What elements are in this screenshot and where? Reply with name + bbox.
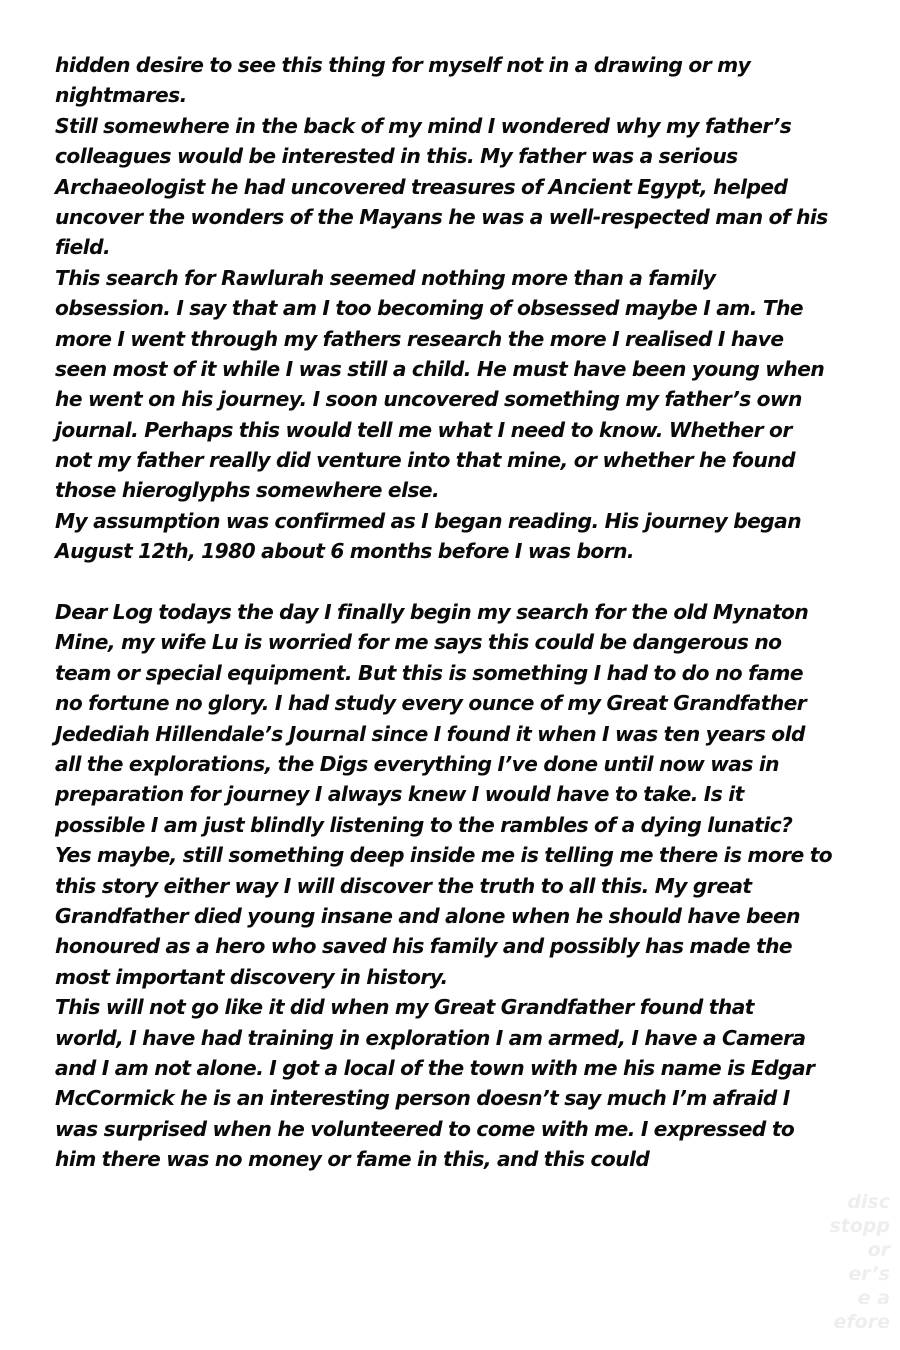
text-line: journal. Perhaps this would tell me what I need to know. Whether or	[55, 417, 792, 442]
text-line: colleagues would be interested in this. My father was a serious	[55, 144, 738, 169]
text-line: him there was no money or fame in this, and this could	[55, 1147, 650, 1172]
paragraph-rawlurah-search	[55, 263, 855, 506]
paragraph-spacer	[55, 567, 855, 597]
text-line: those hieroglyphs somewhere else.	[55, 478, 440, 503]
text-line: Grandfather died young insane and alone when he should have been	[55, 903, 800, 928]
text-line: Archaeologist he had uncovered treasures of Ancient Egypt, helped	[55, 174, 788, 199]
text-line: obsession. I say that am I too becoming of obsessed maybe I am. The	[55, 296, 804, 321]
text-line: team or special equipment. But this is something I had to do no fame	[55, 660, 804, 685]
text-line: preparation for journey I always knew I would have to take. Is it	[55, 782, 744, 807]
bleed-through-text: disc	[847, 1191, 890, 1213]
paragraph-father-colleagues	[55, 111, 855, 263]
text-line: seen most of it while I was still a child. He must have been young when	[55, 356, 825, 381]
text-line: most important discovery in history.	[55, 964, 448, 989]
text-line: all the explorations, the Digs everything I’ve done until now was in	[55, 751, 780, 776]
text-line: nightmares.	[55, 83, 187, 108]
bleed-through-text: stopp	[829, 1215, 890, 1237]
text-line: Yes maybe, still something deep inside me is telling me there is more to	[55, 843, 833, 868]
text-line: more I went through my fathers research the more I realised I have	[55, 326, 784, 351]
text-line: Dear Log todays the day I finally begin my search for the old Mynaton	[55, 600, 809, 625]
text-line: no fortune no glory. I had study every ounce of my Great Grandfather	[55, 691, 807, 716]
bleed-through-text: er’s	[848, 1263, 890, 1285]
text-line: Mine, my wife Lu is worried for me says this could be dangerous no	[55, 630, 782, 655]
paragraph-hidden-desire	[55, 50, 855, 111]
text-line: and I am not alone. I got a local of the town with me his name is Edgar	[55, 1055, 815, 1080]
text-line: possible I am just blindly listening to the rambles of a dying lunatic?	[55, 812, 793, 837]
text-line: Jedediah Hillendale’s Journal since I found it when I was ten years old	[55, 721, 805, 746]
text-line: uncover the wonders of the Mayans he was a well-respected man of his	[55, 204, 828, 229]
text-line: August 12th, 1980 about 6 months before I was born.	[55, 539, 635, 564]
text-line: honoured as a hero who saved his family and possibly has made the	[55, 934, 793, 959]
text-line: hidden desire to see this thing for myself not in a drawing or my	[55, 53, 751, 77]
text-line: was surprised when he volunteered to come with me. I expressed to	[55, 1116, 795, 1141]
bleed-through-text: or	[867, 1239, 890, 1261]
bleed-through-text: e a	[857, 1287, 890, 1309]
paragraph-not-go-like-it-did	[55, 992, 855, 1174]
text-line: This search for Rawlurah seemed nothing more than a family	[55, 265, 716, 290]
text-line: This will not go like it did when my Great Grandfather found that	[55, 995, 754, 1020]
text-line: world, I have had training in exploration I am armed, I have a Camera	[55, 1025, 806, 1050]
text-line: field.	[55, 235, 111, 260]
paragraph-assumption-confirmed	[55, 506, 855, 567]
text-line: not my father really did venture into that mine, or whether he found	[55, 448, 795, 473]
text-line: McCormick he is an interesting person doesn’t say much I’m afraid I	[55, 1086, 790, 1111]
document-page	[55, 50, 855, 1174]
bleed-through-text: efore	[833, 1311, 890, 1333]
bleed-through-area	[700, 1190, 890, 1334]
text-line: Still somewhere in the back of my mind I wondered why my father’s	[55, 113, 792, 138]
text-line: he went on his journey. I soon uncovered something my father’s own	[55, 387, 802, 412]
paragraph-dear-log	[55, 597, 855, 992]
text-line: My assumption was confirmed as I began reading. His journey began	[55, 508, 802, 533]
text-line: this story either way I will discover the truth to all this. My great	[55, 873, 752, 898]
